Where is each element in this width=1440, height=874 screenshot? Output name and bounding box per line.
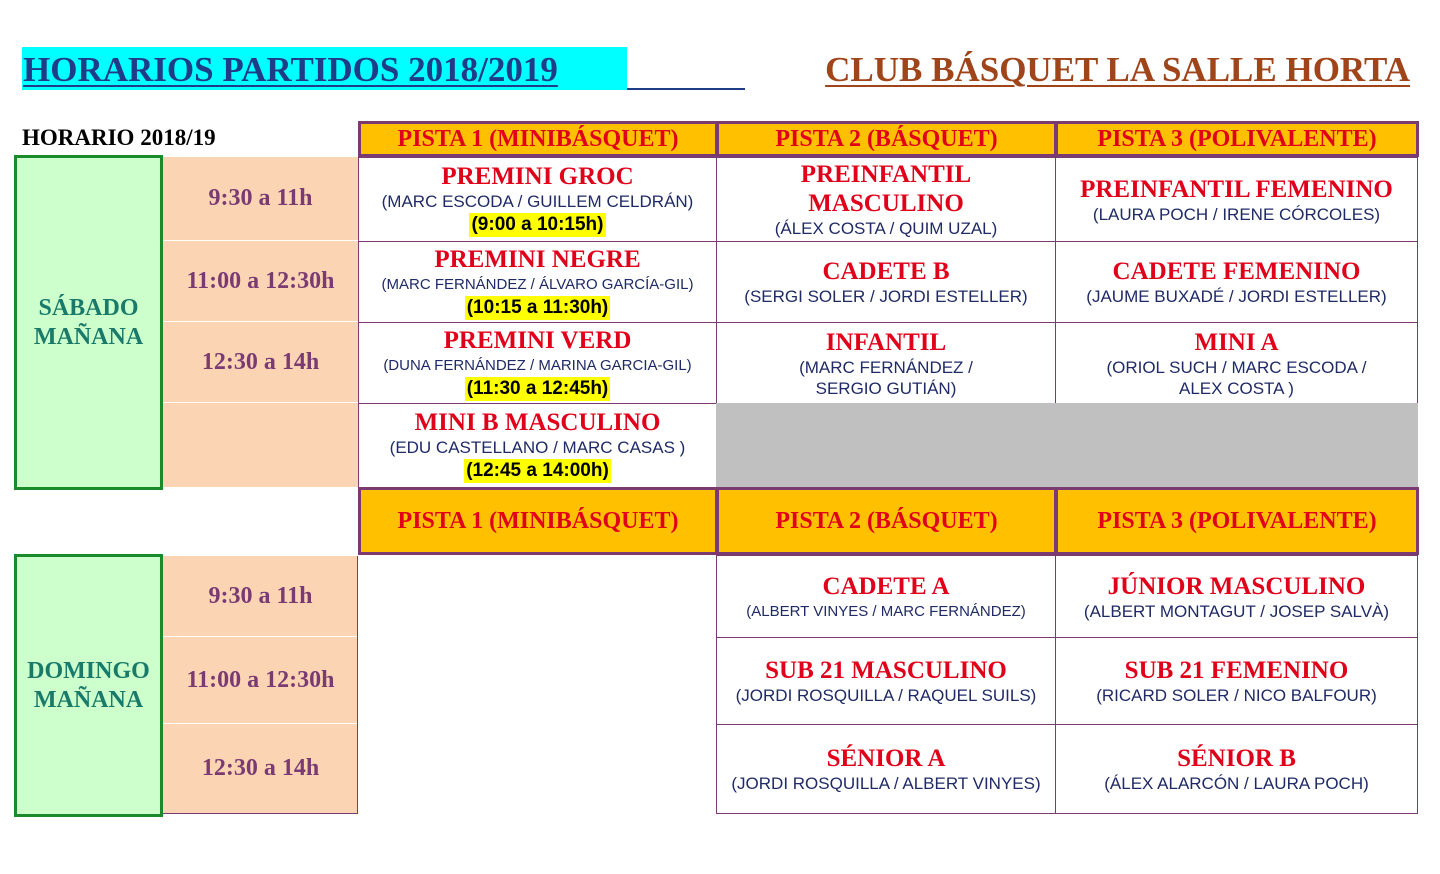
sunday-label: DOMINGO MAÑANA bbox=[14, 554, 163, 817]
team-name: CADETE B bbox=[822, 258, 950, 285]
sat-pista-2-header: PISTA 2 (BÁSQUET) bbox=[716, 121, 1057, 157]
team-name: INFANTIL bbox=[825, 328, 947, 356]
divider bbox=[357, 556, 358, 814]
coaches: (JORDI ROSQUILLA / RAQUEL SUILS) bbox=[735, 686, 1037, 705]
coaches: (JAUME BUXADÉ / JORDI ESTELLER) bbox=[1086, 287, 1387, 306]
team-name: SUB 21 FEMENINO bbox=[1124, 657, 1349, 684]
coaches: (ALBERT VINYES / MARC FERNÁNDEZ) bbox=[746, 602, 1026, 620]
coaches: (EDU CASTELLANO / MARC CASAS ) bbox=[389, 438, 686, 457]
sat-time-1: 9:30 a 11h bbox=[163, 157, 358, 241]
sat-p1-r1 bbox=[358, 157, 717, 242]
time-slot: (10:15 a 11:30h) bbox=[466, 296, 609, 318]
time-slot: (9:00 a 10:15h) bbox=[471, 214, 604, 235]
sun-p2-r2 bbox=[716, 637, 1056, 725]
sun-p2-r3 bbox=[716, 724, 1056, 814]
sun-pista-2-header: PISTA 2 (BÁSQUET) bbox=[716, 487, 1057, 555]
coaches: (SERGI SOLER / JORDI ESTELLER) bbox=[744, 287, 1028, 306]
team-name: PREMINI VERD bbox=[443, 326, 632, 354]
sat-time-2: 11:00 a 12:30h bbox=[163, 241, 358, 322]
coaches: (DUNA FERNÁNDEZ / MARINA GARCIA-GIL) bbox=[383, 356, 692, 374]
sat-p3-r3 bbox=[1055, 322, 1418, 404]
sat-time-3: 12:30 a 14h bbox=[163, 322, 358, 403]
coaches: (JORDI ROSQUILLA / ALBERT VINYES) bbox=[731, 774, 1041, 793]
sun-time-1: 9:30 a 11h bbox=[163, 556, 358, 637]
team-name: PREMINI GROC bbox=[441, 163, 634, 190]
title-underline bbox=[627, 88, 745, 90]
team-name: MINI A bbox=[1194, 328, 1279, 356]
sat-p2-r1 bbox=[716, 157, 1056, 242]
team-name: SÉNIOR A bbox=[826, 745, 946, 772]
coaches: (ÁLEX COSTA / QUIM UZAL) bbox=[774, 219, 998, 238]
sat-p1-r4 bbox=[358, 403, 717, 488]
team-name: CADETE A bbox=[822, 572, 950, 600]
empty-grey-block bbox=[716, 403, 1418, 488]
sun-time-3: 12:30 a 14h bbox=[163, 724, 358, 814]
coaches: (MARC FERNÁNDEZ / SERGIO GUTIÁN) bbox=[799, 357, 973, 398]
sun-p3-r2 bbox=[1055, 637, 1418, 725]
team-name: CADETE FEMENINO bbox=[1112, 258, 1361, 285]
sat-p3-r1 bbox=[1055, 157, 1418, 242]
sat-p2-r2 bbox=[716, 241, 1056, 323]
coaches: (ÁLEX ALARCÓN / LAURA POCH) bbox=[1104, 774, 1369, 793]
time-slot: (11:30 a 12:45h) bbox=[466, 377, 609, 399]
team-name: PREINFANTIL MASCULINO bbox=[800, 161, 972, 217]
sun-pista-3-header: PISTA 3 (POLIVALENTE) bbox=[1055, 487, 1419, 555]
sat-p3-r2 bbox=[1055, 241, 1418, 323]
team-name: PREMINI NEGRE bbox=[434, 245, 641, 273]
club-name: CLUB BÁSQUET LA SALLE HORTA bbox=[825, 50, 1410, 89]
sun-p3-r1 bbox=[1055, 555, 1418, 638]
team-name: MINI B MASCULINO bbox=[414, 409, 661, 436]
sun-p2-r1 bbox=[716, 555, 1056, 638]
coaches: (LAURA POCH / IRENE CÓRCOLES) bbox=[1092, 204, 1381, 224]
sun-p3-r3 bbox=[1055, 724, 1418, 814]
sat-pista-3-header: PISTA 3 (POLIVALENTE) bbox=[1055, 121, 1419, 157]
sat-pista-1-header: PISTA 1 (MINIBÁSQUET) bbox=[358, 121, 718, 157]
team-name: SUB 21 MASCULINO bbox=[765, 657, 1007, 684]
coaches: (ORIOL SUCH / MARC ESCODA / ALEX COSTA ) bbox=[1106, 357, 1367, 398]
time-slot: (12:45 a 14:00h) bbox=[466, 460, 609, 481]
saturday-label: SÁBADO MAÑANA bbox=[14, 155, 163, 490]
coaches: (MARC ESCODA / GUILLEM CELDRÁN) bbox=[381, 192, 694, 211]
sat-p1-r3 bbox=[358, 322, 717, 404]
coaches: (ALBERT MONTAGUT / JOSEP SALVÀ) bbox=[1083, 601, 1390, 621]
page-title: HORARIOS PARTIDOS 2018/2019 bbox=[22, 47, 627, 90]
horario-label: HORARIO 2018/19 bbox=[22, 125, 216, 150]
team-name: SÉNIOR B bbox=[1177, 745, 1296, 772]
sun-time-2: 11:00 a 12:30h bbox=[163, 637, 358, 724]
team-name: PREINFANTIL FEMENINO bbox=[1080, 175, 1393, 203]
coaches: (RICARD SOLER / NICO BALFOUR) bbox=[1096, 686, 1377, 705]
coaches: (MARC FERNÁNDEZ / ÁLVARO GARCÍA-GIL) bbox=[381, 275, 694, 293]
sat-p2-r3 bbox=[716, 322, 1056, 404]
sun-pista-1-header: PISTA 1 (MINIBÁSQUET) bbox=[358, 487, 718, 555]
sat-p1-r2 bbox=[358, 241, 717, 323]
team-name: JÚNIOR MASCULINO bbox=[1107, 572, 1366, 600]
sat-time-4-empty bbox=[163, 403, 358, 488]
